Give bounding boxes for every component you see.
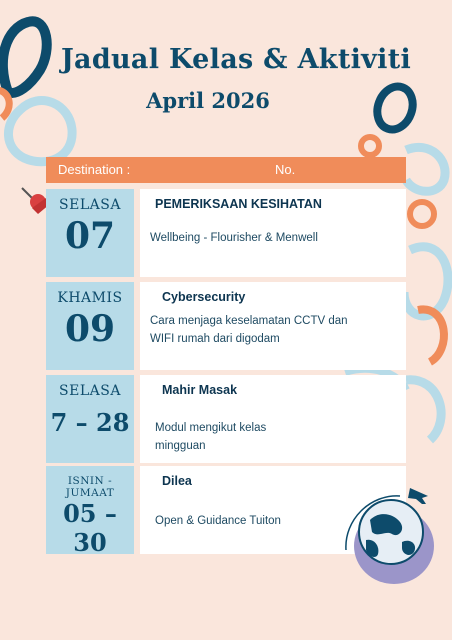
globe-airplane-icon <box>336 480 446 590</box>
activity-description: Open & Guidance Tuiton <box>155 515 281 527</box>
activity-description: Modul mengikut kelas mingguan <box>155 422 267 452</box>
activity-card-2 <box>140 282 406 370</box>
date-number: 09 <box>64 308 116 350</box>
date-number: 05 – 30 <box>63 499 117 557</box>
day-label: SELASA <box>59 197 121 213</box>
date-box-2 <box>46 282 134 370</box>
activity-description: Wellbeing - Flourisher & Menwell <box>150 232 318 244</box>
date-number: 07 <box>64 215 116 257</box>
activity-title: Cybersecurity <box>162 290 246 304</box>
header-destination: Destination : <box>58 162 131 177</box>
table-header <box>46 157 406 183</box>
day-label: SELASA <box>59 383 121 399</box>
day-label: ISNIN - JUMAAT <box>65 475 115 499</box>
activity-description: Cara menjaga keselamatan CCTV dan WIFI rumah dari digodam <box>150 315 348 345</box>
header-number: No. <box>275 162 296 177</box>
date-number: 7 – 28 <box>50 408 130 437</box>
date-box-3 <box>46 375 134 463</box>
date-box-1 <box>46 189 134 277</box>
activity-title: Dilea <box>162 474 192 488</box>
activity-card-3 <box>140 375 406 463</box>
page-subtitle: April 2026 <box>146 88 270 113</box>
date-box-4 <box>46 466 134 557</box>
activity-title: PEMERIKSAAN KESIHATAN <box>155 197 322 211</box>
page-title: Jadual Kelas & Aktiviti <box>60 44 412 75</box>
activity-card-1 <box>140 189 406 277</box>
day-label: KHAMIS <box>57 290 123 306</box>
activity-title: Mahir Masak <box>162 383 238 397</box>
